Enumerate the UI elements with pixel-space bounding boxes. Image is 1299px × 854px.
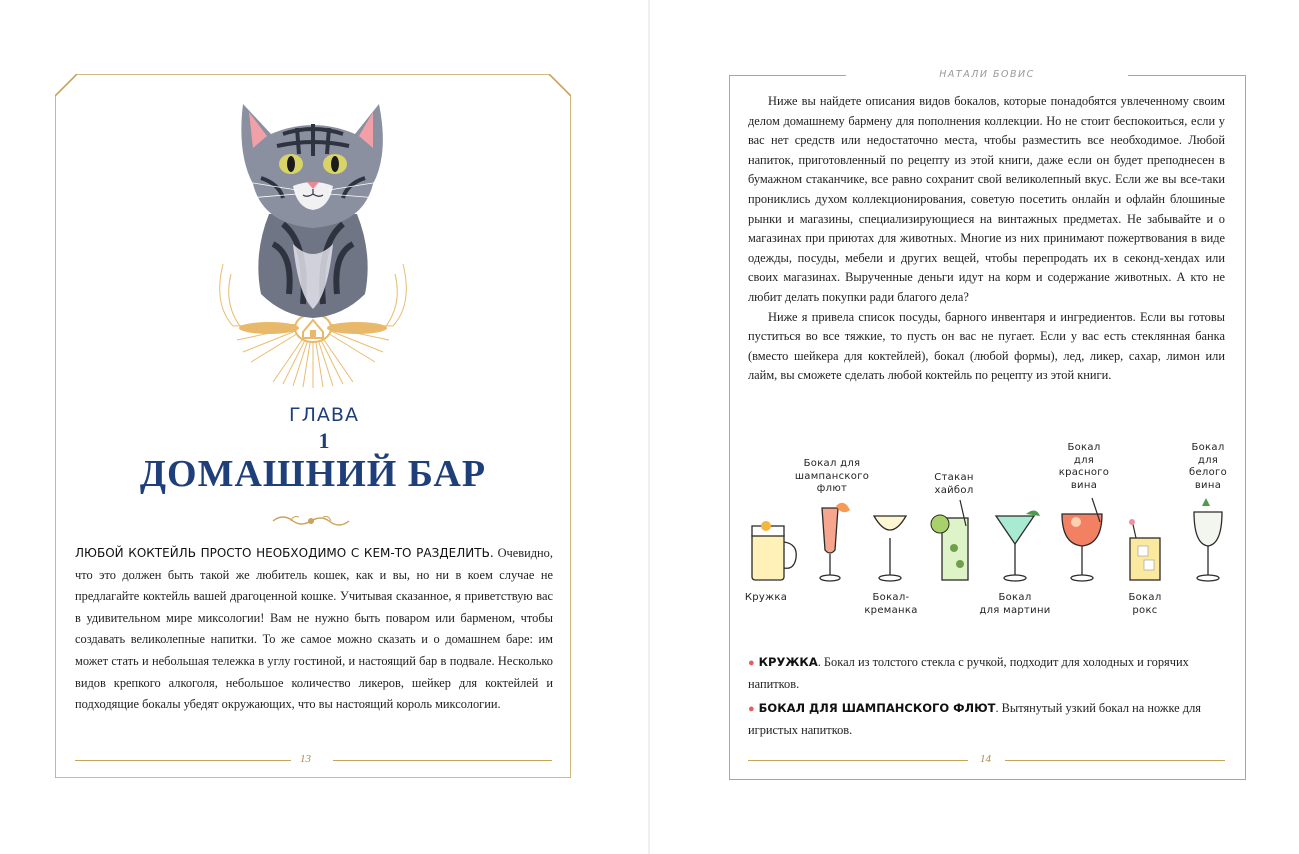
glass-label-martini: Бокал для мартини (979, 592, 1051, 616)
glassware-illustration (740, 440, 1240, 620)
glass-label-coupe: Бокал- креманка (864, 592, 918, 616)
glossary-definition: . Бокал из толстого стекла с ручкой, подходит для холодных и горячих напитков. (748, 655, 1189, 691)
highball-icon (931, 500, 968, 580)
flute-icon (820, 503, 850, 581)
footer-rule-left (75, 760, 291, 761)
mug-icon (752, 521, 796, 580)
lead-in-caps: ЛЮБОЙ КОКТЕЙЛЬ ПРОСТО НЕОБХОДИМО С КЕМ-ТО РАЗДЕЛИТЬ. (75, 546, 494, 560)
glass-label-mug: Кружка (744, 592, 788, 603)
glossary-term: БОКАЛ ДЛЯ ШАМПАНСКОГО ФЛЮТ (758, 701, 996, 715)
footer-rule-right (333, 760, 552, 761)
martini-icon (996, 510, 1040, 581)
paragraph: Ниже я привела список посуды, барного инвентаря и ингредиентов. Если вы готовы пуститься во все тяжкие, то пусть он вас не пугает. Если у вас есть стеклянная банка (вместо шейкера для коктейлей), бокал (любой формы), лед, ликер, сахар, лимон или лайм, вы сможете сделать любой коктейль по рецепту из этой книги. (748, 309, 1225, 383)
glossary-entry (748, 698, 1225, 740)
glossary-definition: . Вытянутый узкий бокал на ножке для игристых напитков. (748, 701, 1201, 737)
chapter-intro-text (75, 543, 553, 716)
glass-label-rocks: Бокал рокс (1128, 592, 1162, 616)
flourish-ornament (271, 511, 351, 535)
bullet-dot-icon: ● (748, 703, 755, 715)
white-wine-icon (1194, 498, 1222, 581)
rocks-icon (1129, 519, 1160, 580)
red-wine-icon (1062, 498, 1102, 581)
intro-body: Очевидно, что это должен быть такой же любитель кошек, как и вы, но ни в коем случае не предлагайте коктейль вашей драгоценной кошке. Учитывая сказанное, я приветствую вас в удивительном мире миксологии! Вам не нужно быть поваром или барменом, чтобы создавать великолепные напитки. То же самое можно сказать и о домашнем баре: им может стать и небольшая тележка в углу гостиной, и настоящий бар в подвале. Несколько видов крепкого алкоголя, небольшое количество ликеров, шейкер для коктейлей и подходящие бокалы убедят окружающих, что вы настоящий король миксологии. (75, 546, 553, 712)
cat-illustration (213, 94, 413, 388)
coupe-icon (874, 516, 906, 581)
footer-rule-right (1005, 760, 1225, 761)
chapter-title: ДОМАШНИЙ БАР (139, 453, 487, 495)
footer-rule-left (748, 760, 968, 761)
glass-label-red-wine: Бокал для красного вина (1058, 442, 1110, 491)
bullet-dot-icon: ● (748, 657, 755, 669)
glassware-intro-text (748, 92, 1225, 386)
page-number-right: 14 (980, 753, 991, 765)
glossary-entry (748, 652, 1225, 694)
page-number-left: 13 (300, 753, 311, 765)
glass-label-highball: Стакан хайбол (934, 472, 974, 496)
chapter-number: 1 (318, 428, 330, 453)
glass-label-flute: Бокал для шампанского флют (794, 458, 870, 494)
glass-label-white-wine: Бокал для белого вина (1188, 442, 1227, 491)
chapter-label: ГЛАВА (289, 404, 359, 426)
running-head-author: НАТАЛИ БОВИС (939, 69, 1035, 80)
paragraph: Ниже вы найдете описания видов бокалов, которые понадобятся увлеченному своим делом домашнему бармену для пополнения коллекции. Но не стоит беспокоиться, если у вас нет средств или недостаточно места, чтобы разместить все необходимое. Любой напиток, приготовленный по рецепту из этой книги, даже если он будет преподнесен в бумажном стаканчике, все равно сохранит свой великолепный вкус. Если же вы все-таки прониклись духом коллекционирования, советую посетить онлайн и офлайн блошиные рынки и магазины, специализирующиеся на винтажных предметах. Не забывайте и о магазинах при приютах для животных. Многие из них принимают пожертвования в виде одежды, посуды, мебели и других вещей, чтобы перепродать их в секонд-хендах или своих магазинах. Вырученные деньги идут на корм и содержание животных. А кто не любит делать покупки ради благого дела? (748, 94, 1225, 304)
glossary-term: КРУЖКА (758, 655, 818, 669)
